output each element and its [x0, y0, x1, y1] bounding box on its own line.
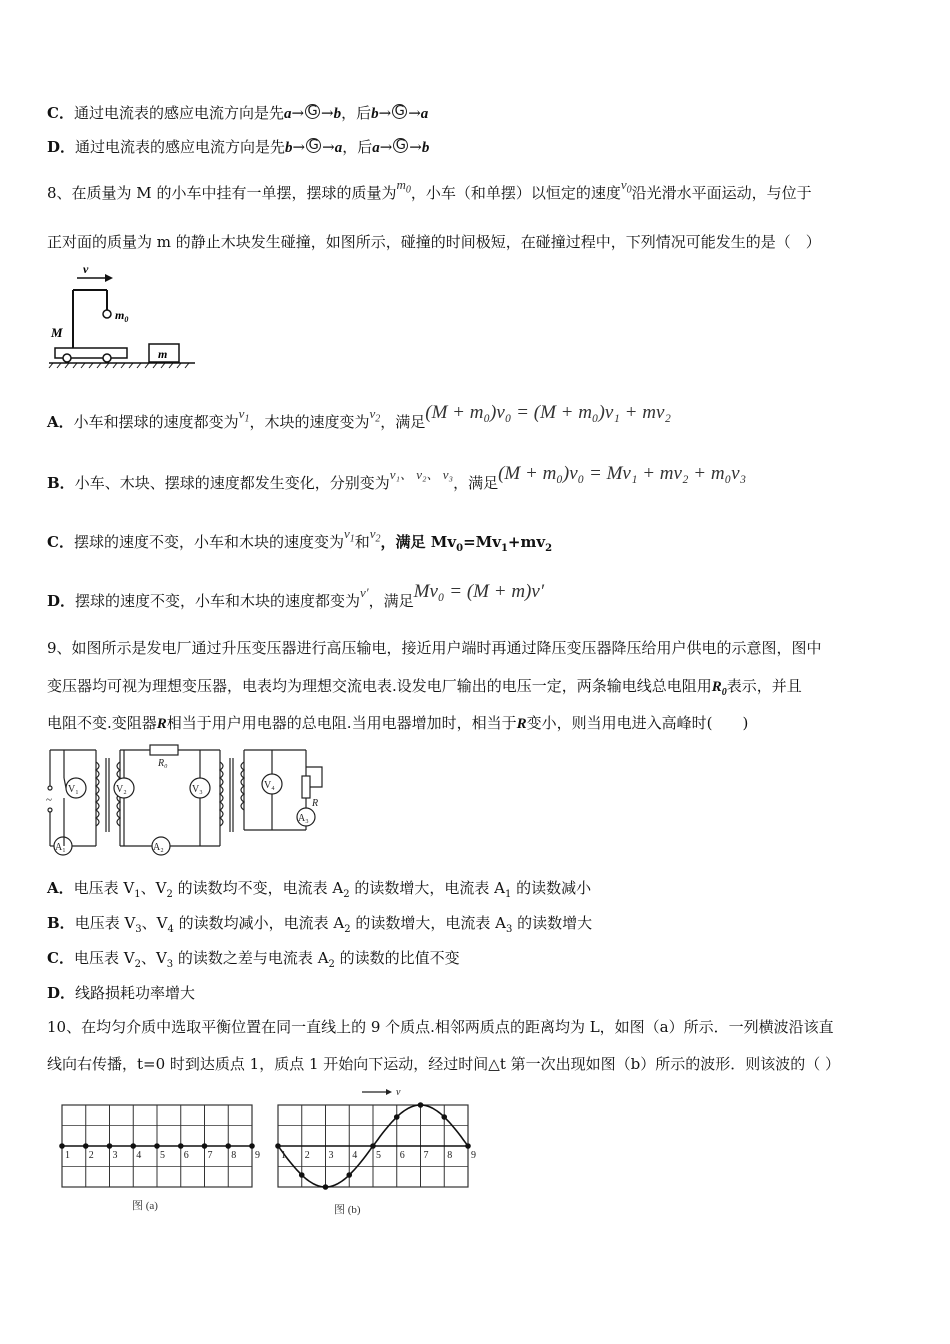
q8-option-b: B．小车、木块、摆球的速度都发生变化，分别变为v₁、 v₂、 v₃，满足(M + m₀)v₀ = Mv₁ + mv₂ + m₀v₃	[47, 463, 747, 492]
svg-text:~: ~	[46, 794, 52, 806]
particle-point	[59, 1143, 65, 1149]
particle-point	[225, 1143, 231, 1149]
option-letter: D．	[47, 138, 76, 156]
particle-label: 1	[281, 1150, 286, 1161]
option-letter: C．	[47, 104, 74, 122]
variable-resistor-r	[302, 776, 310, 798]
particle-point	[370, 1143, 376, 1149]
v0-symbol: $v_0$	[620, 177, 632, 196]
wave-velocity-arrow	[362, 1089, 392, 1095]
particle-point	[178, 1143, 184, 1149]
q10-wave-figure	[50, 1085, 490, 1220]
svg-text:V₁: V₁	[68, 784, 79, 795]
M-label: M	[51, 325, 63, 340]
particle-label: 3	[328, 1150, 334, 1161]
q8-stem-line-1: 8、在质量为 M 的小车中挂有一单摆，摆球的质量为$m_0$，小车（和单摆）以恒定的速度$v_0$沿光滑水平面运动，与位于	[47, 177, 812, 202]
m0-symbol: $m_0$	[396, 177, 411, 196]
particle-point	[323, 1184, 329, 1190]
particle-point	[154, 1143, 160, 1149]
particle-label: 6	[399, 1150, 405, 1161]
particle-point	[346, 1172, 352, 1178]
resistor-r0	[150, 745, 178, 755]
momentum-formula: Mv₀ = (M + m)v′	[413, 581, 544, 602]
particle-label: 2	[304, 1150, 310, 1161]
particle-label: 3	[112, 1150, 118, 1161]
particle-label: 4	[352, 1150, 358, 1161]
momentum-formula: (M + m₀)v₀ = (M + m₀)v₁ + mv₂	[425, 402, 671, 423]
q9-option-c: C．电压表 $V_2$、$V_3$ 的读数之差与电流表 $A_2$ 的读数的比值不变	[47, 949, 460, 970]
galvanometer-icon: G	[306, 138, 321, 153]
q8-stem-line-2: 正对面的质量为 m 的静止木块发生碰撞，如图所示，碰撞的时间极短，在碰撞过程中，下列情况可能发生的是（ ）	[47, 233, 821, 251]
q10-stem-line-2: 线向右传播，t=0 时到达质点 1，质点 1 开始向下运动，经过时间△t 第一次出现如图（b）所示的波形．则该波的（ ）	[47, 1055, 841, 1073]
svg-text:A₂: A₂	[153, 842, 164, 853]
q9-option-d: D．线路损耗功率增大	[47, 984, 196, 1002]
particle-label: 6	[183, 1150, 189, 1161]
particle-point	[130, 1143, 136, 1149]
particle-label: 9	[255, 1150, 260, 1161]
q8-option-a: A．小车和摆球的速度都变为$v_1$，木块的速度变为$v_2$，满足(M + m₀)v₀ = (M + m₀)v₁ + mv₂	[47, 402, 671, 431]
velocity-label: v	[83, 262, 89, 276]
particle-point	[202, 1143, 208, 1149]
q8-option-d: D．摆球的速度不变，小车和木块的速度都变为v′，满足Mv₀ = (M + m)v′	[47, 581, 544, 610]
particle-point	[394, 1114, 400, 1120]
svg-text:V₃: V₃	[192, 784, 203, 795]
pendulum-frame	[73, 290, 107, 348]
particle-point	[441, 1114, 447, 1120]
q8-option-c: C．摆球的速度不变，小车和木块的速度变为$v_1$和$v_2$，满足 $Mv_0=Mv_1+mv_2$	[47, 526, 553, 554]
particle-label: 8	[231, 1150, 237, 1161]
q9-stem-line-3: 电阻不变.变阻器R相当于用户用电器的总电阻.当用电器增加时，相当于R变小，则当用电进入高峰时( )	[47, 714, 749, 732]
galvanometer-icon: G	[392, 104, 407, 119]
momentum-formula: (M + m₀)v₀ = Mv₁ + mv₂ + m₀v₃	[498, 463, 747, 484]
q7-option-d: D．通过电流表的感应电流方向是先b→ G →a，后a→ G →b	[47, 138, 430, 156]
particle-label: 7	[207, 1150, 213, 1161]
q9-option-a: A．电压表 $V_1$、$V_2$ 的读数均不变，电流表 $A_2$ 的读数增大，电流表 $A_1$ 的读数减小	[47, 879, 592, 900]
particle-point	[275, 1143, 281, 1149]
particle-label: 2	[88, 1150, 94, 1161]
block-label: m	[158, 347, 168, 361]
particle-label: 1	[65, 1150, 70, 1161]
cart-wheel	[63, 354, 71, 362]
momentum-formula: ，满足 $Mv_0=Mv_1+mv_2$	[380, 533, 553, 554]
caption-b: 图 (b)	[334, 1204, 361, 1216]
q9-stem-line-2: 变压器均可视为理想变压器，电表均为理想交流电表.设发电厂输出的电压一定，两条输电线总电阻用$R_0$表示，并且	[47, 677, 802, 698]
svg-text:A₃: A₃	[298, 813, 309, 824]
q9-circuit-figure	[42, 740, 342, 860]
particle-label: 5	[160, 1150, 165, 1161]
particle-label: 8	[447, 1150, 453, 1161]
particle-point	[465, 1143, 471, 1149]
svg-text:A₁: A₁	[55, 842, 66, 853]
q9-option-b: B．电压表 $V_3$、$V_4$ 的读数均减小，电流表 $A_2$ 的读数增大，电流表 $A_3$ 的读数增大	[47, 914, 593, 935]
particle-label: 4	[136, 1150, 142, 1161]
m0-label: $m_0$	[115, 308, 129, 324]
particle-point	[299, 1172, 305, 1178]
particle-point	[107, 1143, 113, 1149]
figure-b-grid	[275, 1102, 476, 1190]
galvanometer-icon: G	[393, 138, 408, 153]
particle-point	[249, 1143, 255, 1149]
svg-text:R: R	[312, 798, 319, 809]
particle-label: 5	[376, 1150, 381, 1161]
particle-label: 9	[471, 1150, 476, 1161]
svg-text:V₂: V₂	[116, 784, 127, 795]
q7-option-c: C．通过电流表的感应电流方向是先a→ G →b，后b→ G →a	[47, 104, 429, 122]
figure-a-grid	[59, 1105, 260, 1187]
cart-wheel	[103, 354, 111, 362]
q10-stem-line-1: 10、在均匀介质中选取平衡位置在同一直线上的 9 个质点.相邻两质点的距离均为 L，如图（a）所示．一列横波沿该直	[47, 1018, 834, 1036]
caption-a: 图 (a)	[132, 1200, 158, 1212]
svg-text:V₄: V₄	[264, 780, 275, 791]
q8-cart-pendulum-figure	[45, 262, 205, 372]
particle-label: 7	[423, 1150, 429, 1161]
particle-point	[83, 1143, 89, 1149]
pendulum-bob	[103, 310, 111, 318]
svg-text:R₀: R₀	[158, 758, 168, 769]
wave-velocity-label: v	[396, 1087, 401, 1098]
q9-stem-line-1: 9、如图所示是发电厂通过升压变压器进行高压输电，接近用户端时再通过降压变压器降压给用户供电的示意图，图中	[47, 639, 822, 657]
particle-point	[418, 1102, 424, 1108]
galvanometer-icon: G	[305, 104, 320, 119]
